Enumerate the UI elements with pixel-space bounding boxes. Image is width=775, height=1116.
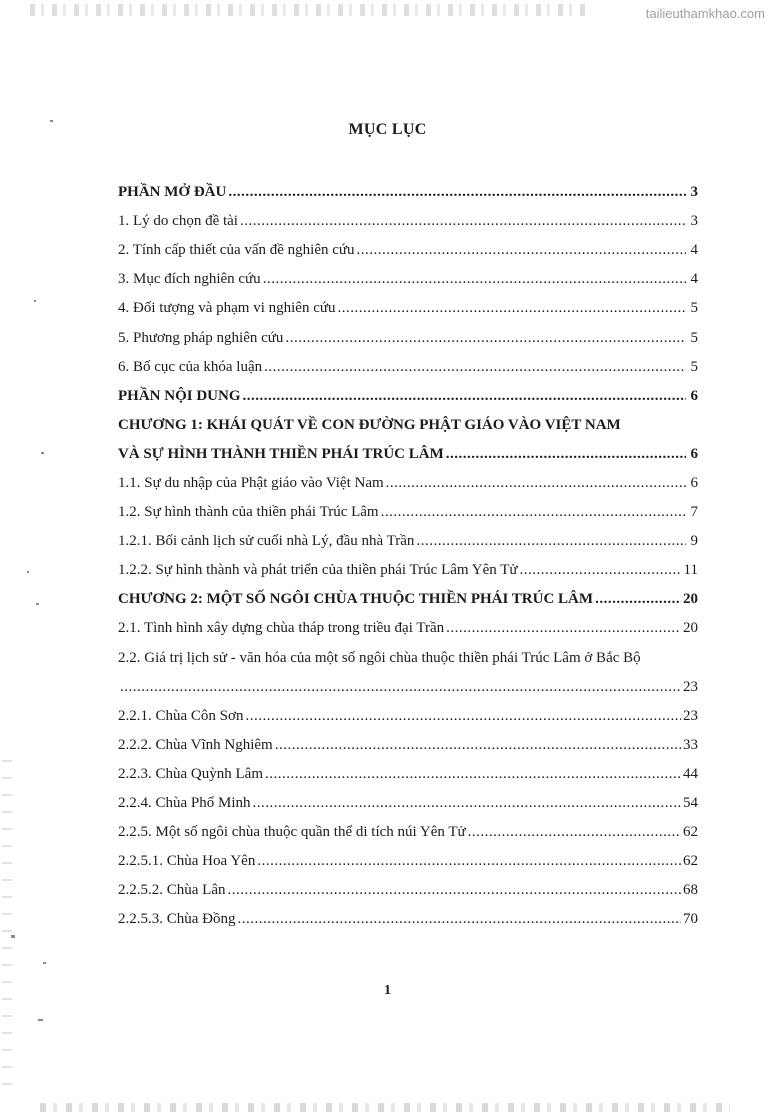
toc-entry-page: 4 <box>690 271 698 288</box>
toc-entry-page: 5 <box>690 358 698 375</box>
toc-dot-leader <box>468 824 681 841</box>
toc-entry <box>118 760 698 789</box>
toc-entry-label: 2.2.3. Chùa Quỳnh Lâm <box>118 765 263 782</box>
toc-entry-label: 1.2. Sự hình thành của thiền phái Trúc Lâm <box>118 504 379 521</box>
toc-entry-label: 2.1. Tình hình xây dựng chùa tháp trong triều đại Trần <box>118 620 445 637</box>
toc-entry-page: 20 <box>683 620 698 637</box>
toc-entry-label: 1. Lý do chọn đề tài <box>118 213 238 230</box>
toc-entry-label: 2.2.5.1. Chùa Hoa Yên <box>118 853 256 870</box>
toc-entry-label: PHẦN NỘI DUNG <box>118 387 241 404</box>
toc-entry-label: 1.2.1. Bối cảnh lịch sử cuối nhà Lý, đầu nhà Trần <box>118 533 415 550</box>
toc-entry-page: 3 <box>690 184 698 201</box>
toc-entry <box>118 411 698 440</box>
toc-entry <box>118 556 698 585</box>
toc-dot-leader <box>240 213 686 230</box>
toc-dot-leader <box>357 242 686 259</box>
toc-dot-leader <box>386 475 686 492</box>
toc-entry-page: 23 <box>683 678 698 695</box>
table-of-contents <box>118 178 698 934</box>
toc-dot-leader <box>285 330 686 347</box>
toc-dot-leader <box>265 766 681 783</box>
toc-entry-label: 2.2.5.3. Chùa Đồng <box>118 911 236 928</box>
toc-entry <box>118 178 698 207</box>
toc-entry-label: 1.2.2. Sự hình thành và phát triển của thiền phái Trúc Lâm Yên Tử <box>118 562 518 579</box>
toc-dot-leader <box>263 271 686 288</box>
toc-dot-leader <box>275 737 681 754</box>
toc-dot-leader <box>253 795 681 812</box>
toc-entry <box>118 207 698 236</box>
toc-dot-leader <box>520 562 682 579</box>
toc-entry-page: 6 <box>690 387 698 404</box>
toc-entry <box>118 847 698 876</box>
scan-noise-left <box>2 760 12 1100</box>
toc-entry-page: 54 <box>683 795 698 812</box>
toc-entry-label: 5. Phương pháp nghiên cứu <box>118 329 284 346</box>
toc-dot-leader <box>416 533 686 550</box>
toc-entry <box>118 294 698 323</box>
toc-dot-leader <box>264 359 686 376</box>
toc-entry-page: 33 <box>683 736 698 753</box>
toc-entry-label: 2.2. Giá trị lịch sử - văn hóa của một số ngôi chùa thuộc thiền phái Trúc Lâm ở Bắc Bộ <box>118 649 641 666</box>
toc-entry-label: 2.2.1. Chùa Côn Sơn <box>118 707 244 724</box>
toc-entry-label: 2. Tính cấp thiết của vấn đề nghiên cứu <box>118 242 355 259</box>
toc-entry <box>118 905 698 934</box>
watermark: tailieuthamkhao.com <box>645 6 765 21</box>
toc-entry <box>118 382 698 411</box>
toc-entry-page: 11 <box>683 562 698 579</box>
toc-dot-leader <box>228 184 686 201</box>
toc-entry-label: CHƯƠNG 1: KHÁI QUÁT VỀ CON ĐƯỜNG PHẬT GIÁO VÀO VIỆT NAM <box>118 416 621 433</box>
toc-entry-page: 6 <box>690 474 698 491</box>
toc-entry <box>118 614 698 643</box>
toc-entry-label: 4. Đối tượng và phạm vi nghiên cứu <box>118 300 336 317</box>
scan-noise-bottom <box>40 1103 730 1112</box>
toc-entry <box>118 469 698 498</box>
toc-dot-leader <box>243 388 687 405</box>
toc-dot-leader <box>245 708 681 725</box>
scan-noise-top <box>30 4 590 16</box>
toc-dot-leader <box>257 853 681 870</box>
toc-dot-leader <box>227 882 681 899</box>
toc-entry <box>118 527 698 556</box>
toc-dot-leader <box>238 911 682 928</box>
toc-dot-leader <box>338 300 687 317</box>
page-title: MỤC LỤC <box>348 121 427 138</box>
toc-entry-label: 6. Bố cục của khóa luận <box>118 358 263 375</box>
toc-entry-label: VÀ SỰ HÌNH THÀNH THIỀN PHÁI TRÚC LÂM <box>118 445 444 462</box>
toc-entry-label: 3. Mục đích nghiên cứu <box>118 271 261 288</box>
toc-entry-page: 20 <box>683 591 698 608</box>
toc-entry <box>118 702 698 731</box>
toc-entry-page: 4 <box>690 242 698 259</box>
toc-entry <box>118 644 698 673</box>
toc-entry <box>118 585 698 614</box>
toc-entry-page: 7 <box>690 504 698 521</box>
toc-entry-label: 2.2.5. Một số ngôi chùa thuộc quần thể di tích núi Yên Tử <box>118 824 466 841</box>
toc-entry-page: 44 <box>683 765 698 782</box>
page-number: 1 <box>384 983 391 998</box>
toc-entry-label: 2.2.4. Chùa Phổ Minh <box>118 795 251 812</box>
toc-entry-page: 62 <box>683 824 698 841</box>
toc-entry-label: 1.1. Sự du nhập của Phật giáo vào Việt Nam <box>118 474 384 491</box>
toc-entry-page: 5 <box>690 329 698 346</box>
toc-dot-leader <box>381 504 686 521</box>
toc-entry <box>118 876 698 905</box>
toc-entry-page: 6 <box>690 445 698 462</box>
toc-entry <box>118 498 698 527</box>
toc-dot-leader <box>446 446 686 463</box>
toc-entry <box>118 353 698 382</box>
toc-entry-label: PHẦN MỞ ĐẦU <box>118 184 227 201</box>
toc-dot-leader <box>595 591 681 608</box>
toc-entry-label: 2.2.2. Chùa Vĩnh Nghiêm <box>118 736 273 753</box>
toc-dot-leader <box>446 620 681 637</box>
toc-entry <box>118 323 698 352</box>
toc-entry <box>118 731 698 760</box>
toc-entry-page: 70 <box>683 911 698 928</box>
toc-entry-page: 68 <box>683 882 698 899</box>
toc-entry-label: CHƯƠNG 2: MỘT SỐ NGÔI CHÙA THUỘC THIỀN PHÁI TRÚC LÂM <box>118 591 594 608</box>
toc-entry <box>118 818 698 847</box>
toc-entry-page: 62 <box>683 853 698 870</box>
toc-entry-page: 5 <box>690 300 698 317</box>
toc-entry-page: 23 <box>683 707 698 724</box>
toc-entry-label: 2.2.5.2. Chùa Lân <box>118 882 226 899</box>
toc-entry <box>118 236 698 265</box>
toc-entry <box>118 789 698 818</box>
toc-entry <box>118 440 698 469</box>
toc-entry-page: 3 <box>690 213 698 230</box>
toc-entry <box>118 265 698 294</box>
toc-dot-leader <box>120 679 681 696</box>
toc-entry <box>118 673 698 702</box>
toc-entry-page: 9 <box>690 533 698 550</box>
